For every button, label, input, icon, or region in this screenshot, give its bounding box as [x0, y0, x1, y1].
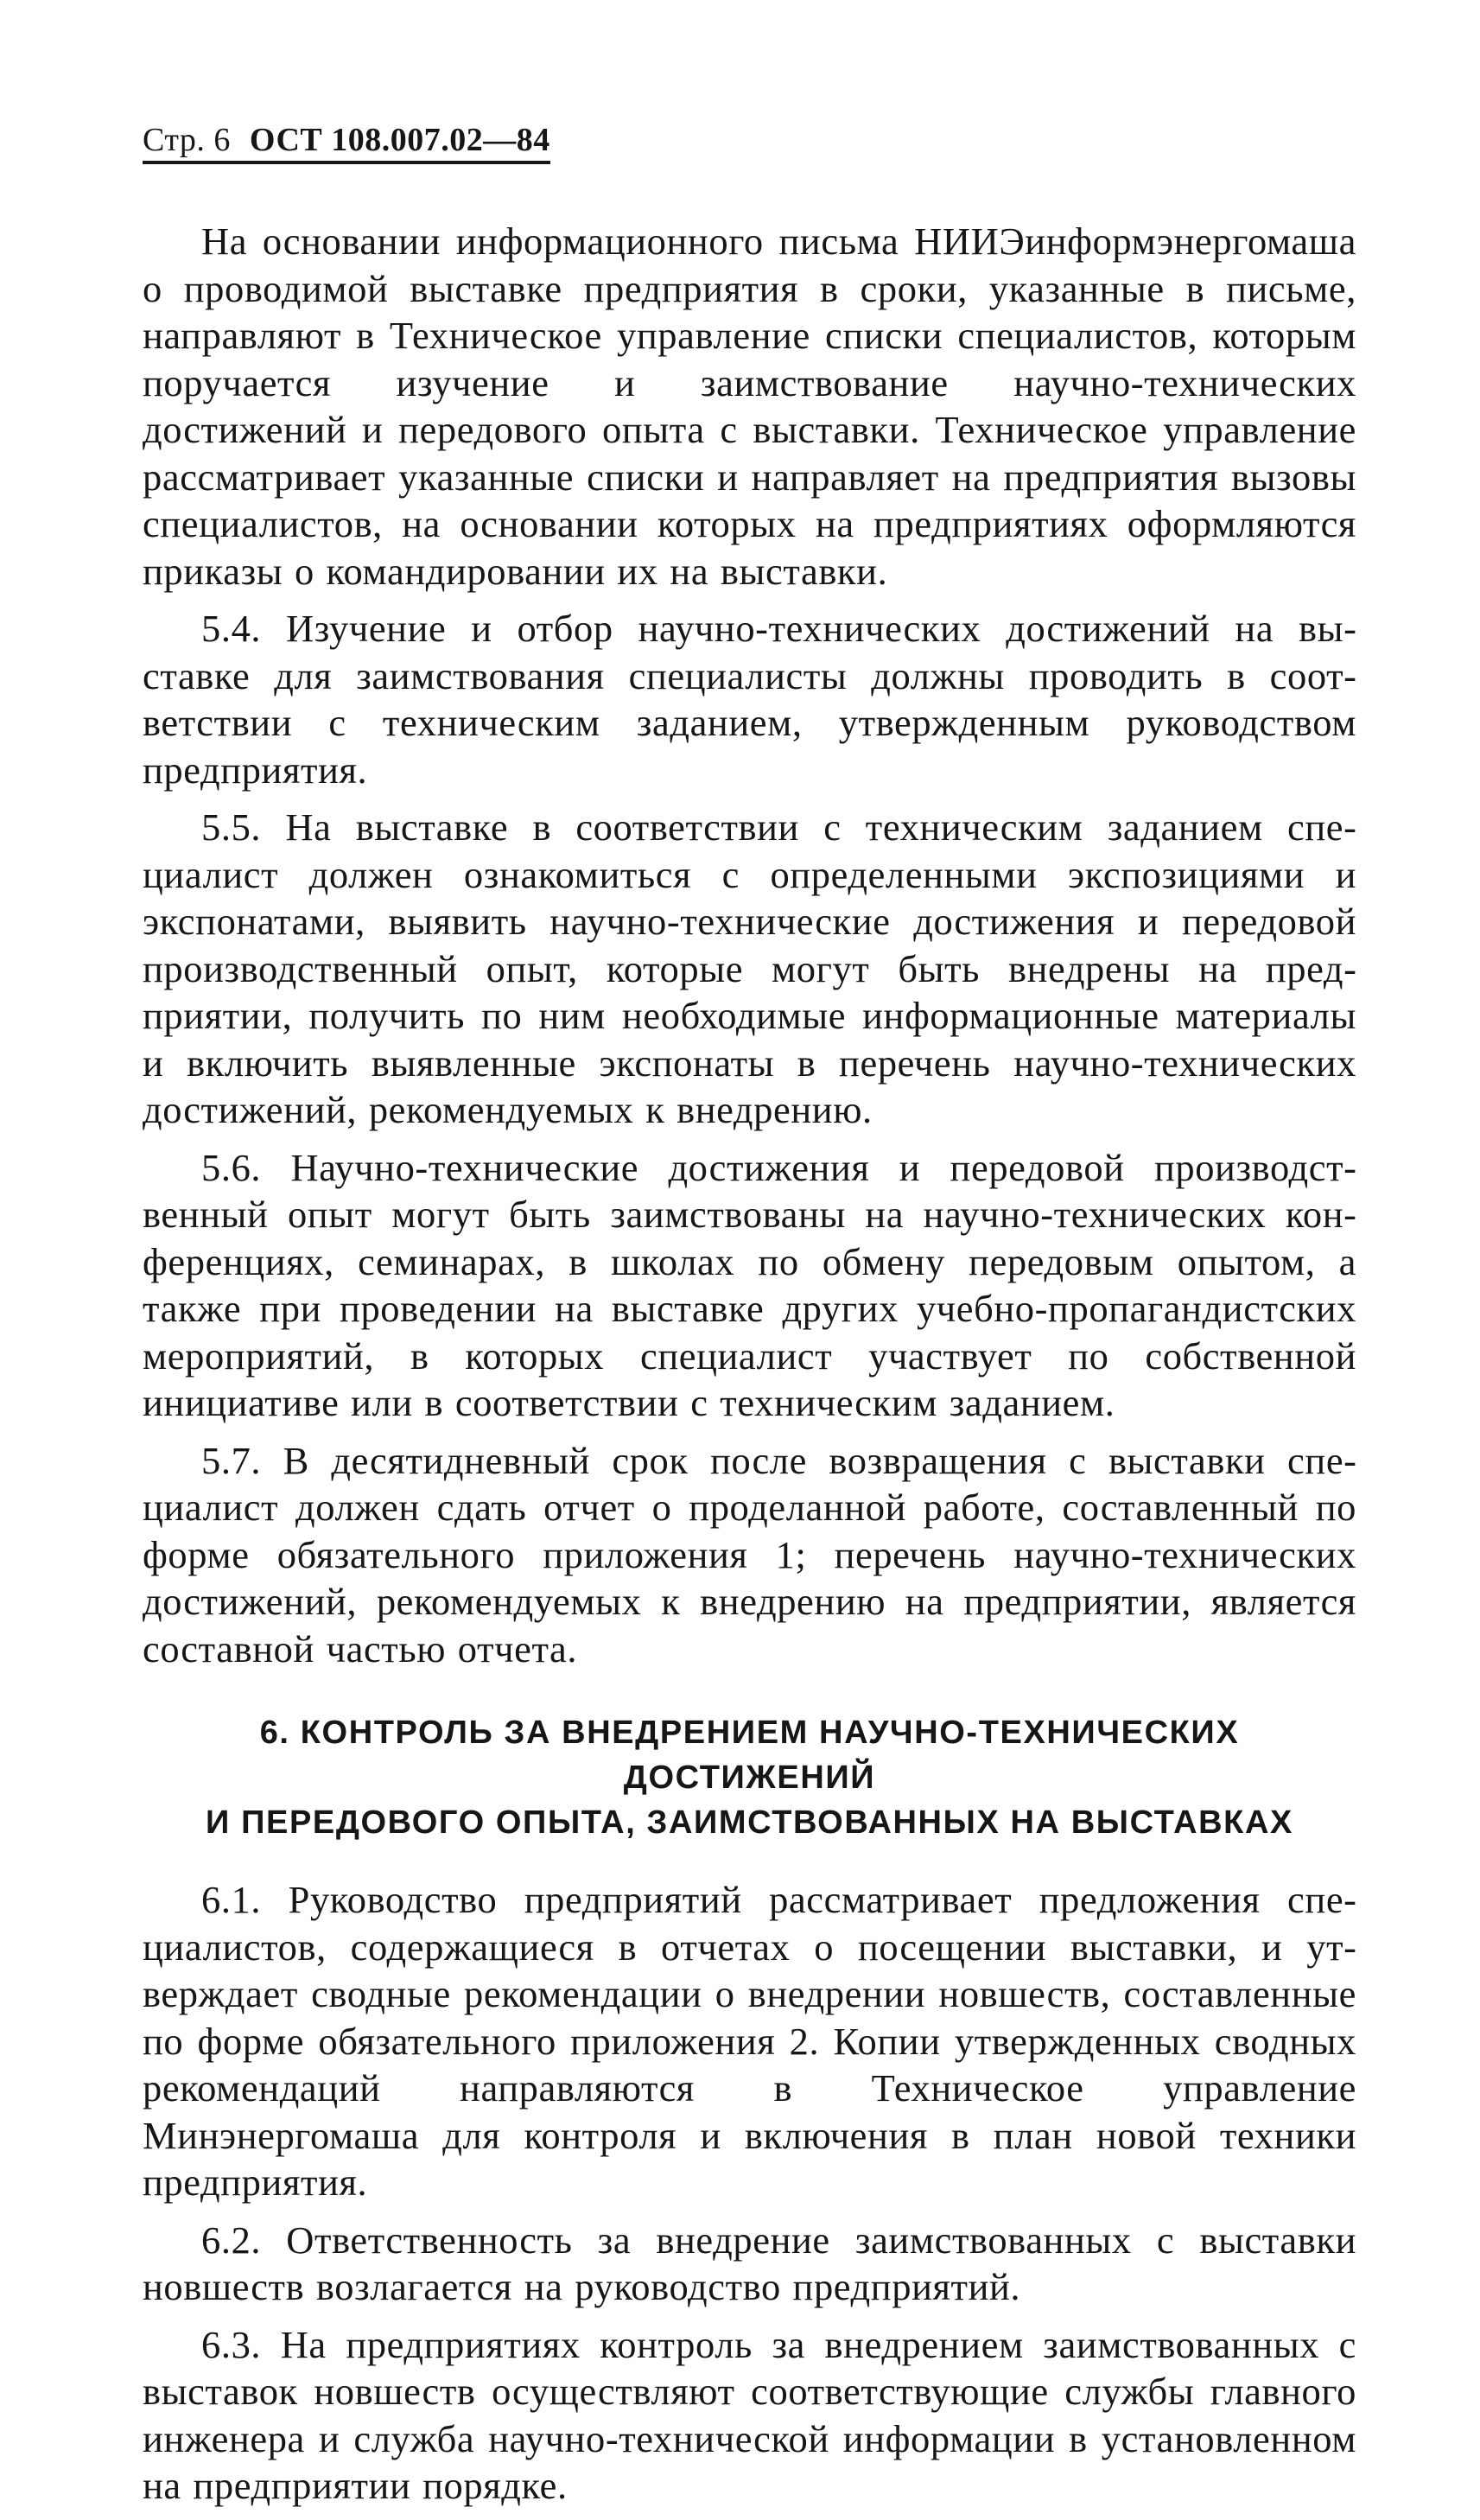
- paragraph-5-6: 5.6. Научно-технические достижения и передовой производственный опыт могут быть заимствованы на научно-технических конференциях, семинарах, в школах по обмену передовым опытом, а также при проведении на выставке других учебно-пропагандистских мероприятий, в которых специалист участвует по собственной инициативе или в соответствии с техническим заданием.: [143, 1145, 1356, 1424]
- section-6-heading-line-2: И ПЕРЕДОВОГО ОПЫТА, ЗАИМСТВОВАННЫХ НА ВЫСТАВКАХ: [206, 1804, 1293, 1841]
- paragraph-5-4: 5.4. Изучение и отбор научно-технических достижений на выставке для заимствования специалисты должны проводить в соответствии с техническим заданием, утвержденным руководством предприятия.: [143, 607, 1356, 792]
- page-number: Стр. 6: [143, 122, 231, 158]
- section-6-heading-line-1: 6. КОНТРОЛЬ ЗА ВНЕДРЕНИЕМ НАУЧНО-ТЕХНИЧЕСКИХ ДОСТИЖЕНИЙ: [259, 1715, 1240, 1796]
- paragraph-6-1: 6.1. Руководство предприятий рассматривает предложения специалистов, содержащиеся в отчетах о посещении выставки, и утверждает сводные рекомендации о внедрении новшеств, составленные по форме обязательного приложения 2. Копии утвержденных сводных рекомендаций направляются в Техническое управление Минэнергомаша для контроля и включения в план новой техники предприятия.: [143, 1878, 1356, 2204]
- paragraph-5-7: 5.7. В десятидневный срок после возвращения с выставки специалист должен сдать отчет о проделанной работе, составленный по форме обязательного приложения 1; перечень научно-технических достижений, рекомендуемых к внедрению на предприятии, является составной частью отчета.: [143, 1438, 1356, 1670]
- paragraph-6-3: 6.3. На предприятиях контроль за внедрением заимствованных с выставок новшеств осуществляют соответствующие службы главного инженера и служба научно-технической информации в установленном на предприятии порядке.: [143, 2322, 1356, 2507]
- section-6-heading: [143, 1710, 1356, 1845]
- running-header: [143, 121, 550, 164]
- standard-code: ОСТ 108.007.02—84: [249, 122, 550, 158]
- paragraph-6-2: 6.2. Ответственность за внедрение заимствованных с выставки новшеств возлагается на руководство предприятий.: [143, 2218, 1356, 2308]
- paragraph-intro: На основании информационного письма НИИЭинформэнергомаша о проводимой выставке предприятия в сроки, указанные в письме, направляют в Техническое управление списки специалистов, которым поручается изучение и заимствование научно-технических достижений и передового опыта с выставки. Техническое управление рассматривает указанные списки и направляет на предприятия вызовы специалистов, на основании которых на предприятиях оформляются приказы о командировании их на выставки.: [143, 220, 1356, 593]
- paragraph-5-5: 5.5. На выставке в соответствии с техническим заданием специалист должен ознакомиться с определенными экспозициями и экспонатами, выявить научно-технические достижения и передовой производственный опыт, которые могут быть внедрены на предприятии, получить по ним необходимые информационные материалы и включить выявленные экспонаты в перечень научно-технических достижений, рекомендуемых к внедрению.: [143, 805, 1356, 1131]
- document-page: [143, 121, 1356, 2520]
